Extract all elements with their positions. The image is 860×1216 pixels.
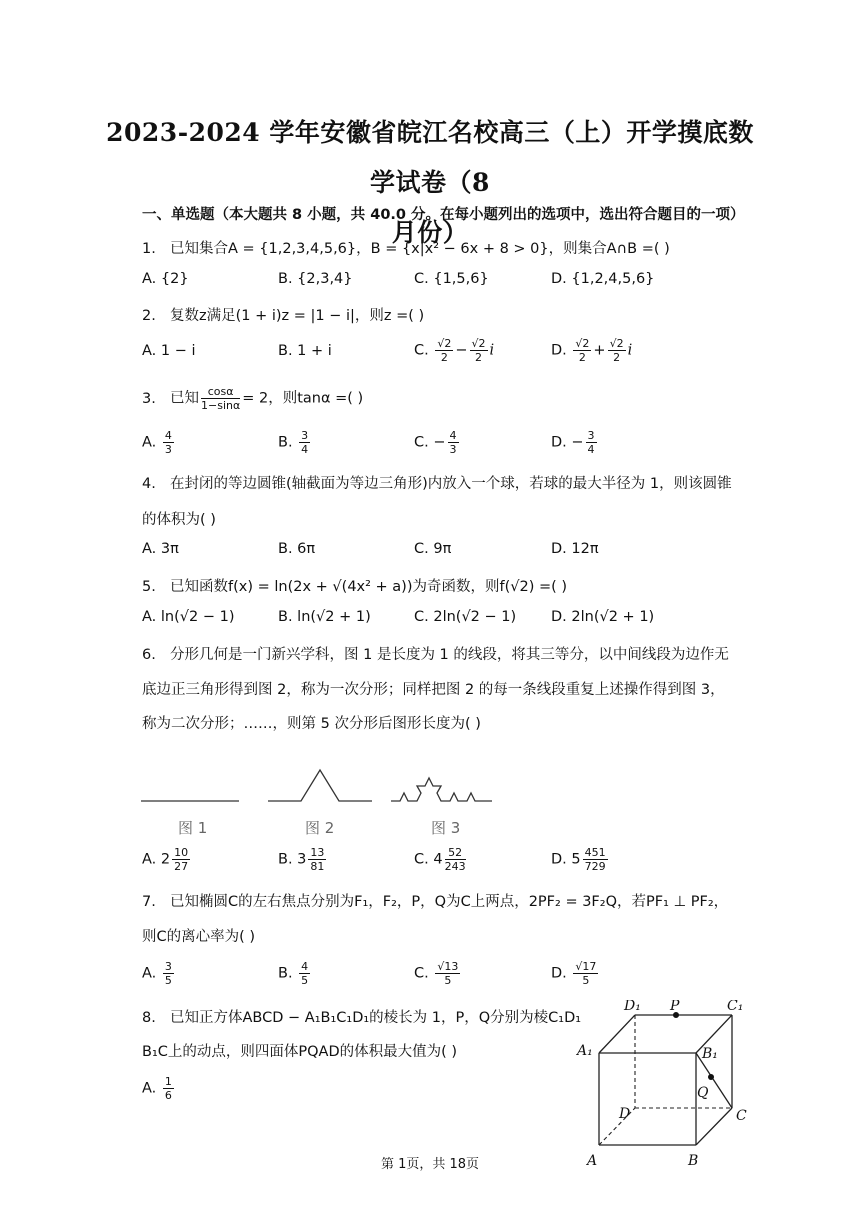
option-letter: A. 2 <box>142 851 171 868</box>
exam-title <box>95 108 765 258</box>
q6-option-d <box>551 846 610 873</box>
frac-num: √13 <box>437 960 459 973</box>
fig-label-2: 图 2 <box>305 819 335 837</box>
question-3 <box>142 385 363 412</box>
label-b1: B₁ <box>702 1046 718 1062</box>
question-number: 1. <box>142 241 156 257</box>
question-stem: 已知正方体ABCD − A₁B₁C₁D₁的棱长为 1，P，Q分别为棱C₁D₁ <box>170 1010 582 1026</box>
label-c1: C₁ <box>727 1000 744 1014</box>
q5-option-b: B. ln(√2 + 1) <box>278 609 371 625</box>
option-letter: B. <box>278 434 293 451</box>
label-q: Q <box>697 1085 709 1101</box>
q4-option-b: B. 6π <box>278 541 316 557</box>
q6-option-a <box>142 846 192 873</box>
frac-den: 5 <box>301 974 309 987</box>
option-letter: A. <box>142 434 157 451</box>
stem-pre: 已知 <box>170 390 199 407</box>
question-number: 4. <box>142 476 156 492</box>
option-letter: C. <box>414 965 429 982</box>
q7-option-a <box>142 960 176 987</box>
page-footer: 第 1页，共 18页 <box>380 1157 480 1172</box>
option-letter: B. 3 <box>278 851 307 868</box>
option-letter: B. <box>278 965 293 982</box>
frac-num: 10 <box>174 846 189 859</box>
q1-option-b: B. {2,3,4} <box>278 271 353 287</box>
question-number: 5. <box>142 579 156 595</box>
frac-den: 1−sinα <box>201 399 241 412</box>
q5-option-d: D. 2ln(√2 + 1) <box>551 609 655 625</box>
question-4 <box>142 472 732 493</box>
fractal-figures <box>138 760 498 810</box>
fig-label-3: 图 3 <box>431 819 461 837</box>
question-6-line-3: 称为二次分形；……，则第 5 次分形后图形长度为( ) <box>142 716 481 732</box>
frac-den: 243 <box>444 860 466 873</box>
question-number: 8. <box>142 1010 156 1026</box>
q3-option-d: D. − $\frac{3}{4}$ <box>551 429 595 456</box>
question-7 <box>142 890 728 911</box>
title-line-1: 2023-2024 学年安徽省皖江名校高三（上）开学摸底数学试卷（8 <box>106 118 754 197</box>
q2-option-c: C. $\frac{√2}{2}$ − $\frac{√2}{2}$ i <box>414 337 495 364</box>
q3-option-a: A. $\frac{4}{3}$ <box>142 429 172 456</box>
frac-num: 1 <box>164 1075 172 1088</box>
frac-den: 81 <box>310 860 325 873</box>
frac-num: 451 <box>584 846 606 859</box>
label-d: D <box>619 1106 631 1122</box>
stem-fraction <box>201 385 240 412</box>
point-q <box>708 1074 714 1080</box>
question-4-line-2: 的体积为( ) <box>142 512 216 528</box>
question-number: 3. <box>142 390 156 407</box>
fractal-figure-2 <box>268 770 372 801</box>
frac-num: cosα <box>201 385 240 399</box>
option-letter: D. 5 <box>551 851 581 868</box>
question-number: 7. <box>142 894 156 910</box>
frac-num: 3 <box>164 960 172 973</box>
label-a1: A₁ <box>577 1043 593 1059</box>
q4-option-d: D. 12π <box>551 541 599 557</box>
option-letter: C. 4 <box>414 851 443 868</box>
question-stem: 已知集合A = {1,2,3,4,5,6}，B = {x|x² − 6x + 8 > 0}，则集合A∩B =( ) <box>170 241 670 257</box>
q2-option-a: A. 1 − i <box>142 343 196 359</box>
fractal-figure-3 <box>391 778 492 801</box>
label-p: P <box>670 1000 680 1014</box>
frac-den: 27 <box>174 860 189 873</box>
title-line-2: 月份） <box>391 218 469 247</box>
option-letter: A. <box>142 1080 157 1097</box>
cube-figure <box>572 1000 772 1172</box>
frac-num: √17 <box>575 960 597 973</box>
q6-option-b <box>278 846 328 873</box>
option-letter: D. − <box>551 434 584 451</box>
frac-den: 5 <box>582 974 590 987</box>
q8-option-a <box>142 1075 176 1102</box>
option-letter: D. <box>551 965 567 982</box>
q7-option-d <box>551 960 600 987</box>
option-letter: C. − <box>414 434 446 451</box>
q3-option-c: C. − $\frac{4}{3}$ <box>414 429 457 456</box>
question-2 <box>142 304 424 325</box>
label-b: B <box>688 1153 699 1169</box>
question-stem: 在封闭的等边圆锥(轴截面为等边三角形)内放入一个球，若球的最大半径为 1，则该圆锥 <box>170 476 732 492</box>
q5-option-a: A. ln(√2 − 1) <box>142 609 235 625</box>
q1-option-d: D. {1,2,4,5,6} <box>551 271 655 287</box>
question-stem: 分形几何是一门新兴学科，图 1 是长度为 1 的线段，将其三等分，以中间线段为边作无 <box>170 647 729 663</box>
section-heading: 一、单选题（本大题共 8 小题，共 40.0 分。在每小题列出的选项中，选出符合题目的一项） <box>142 207 745 223</box>
question-7-line-2: 则C的离心率为( ) <box>142 929 256 945</box>
frac-den: 6 <box>164 1089 172 1102</box>
stem-post: = 2，则tanα =( ) <box>242 390 364 407</box>
question-5 <box>142 575 567 596</box>
fig-label-1: 图 1 <box>178 819 208 837</box>
question-number: 2. <box>142 308 156 324</box>
frac-den: 729 <box>584 860 606 873</box>
option-letter: C. <box>414 342 429 359</box>
question-stem: 已知函数f(x) = ln(2x + √(4x² + a))为奇函数，则f(√2) =( ) <box>170 579 568 595</box>
question-8 <box>142 1006 581 1027</box>
label-a: A <box>587 1153 598 1169</box>
q2-option-b: B. 1 + i <box>278 343 332 359</box>
question-number: 6. <box>142 647 156 663</box>
question-1 <box>142 237 670 258</box>
question-8-line-2: B₁C上的动点，则四面体PQAD的体积最大值为( ) <box>142 1044 458 1060</box>
q1-option-a: A. {2} <box>142 271 189 287</box>
q7-option-c <box>414 960 462 987</box>
frac-den: 5 <box>444 974 452 987</box>
option-letter: D. <box>551 342 567 359</box>
frac-num: 13 <box>310 846 325 859</box>
question-6-line-2: 底边正三角形得到图 2，称为一次分形；同样把图 2 的每一条线段重复上述操作得到图 3， <box>142 682 725 698</box>
frac-den: 5 <box>164 974 172 987</box>
q6-option-c <box>414 846 468 873</box>
question-6 <box>142 643 729 664</box>
q5-option-c: C. 2ln(√2 − 1) <box>414 609 517 625</box>
q2-option-d: D. $\frac{√2}{2}$ + $\frac{√2}{2}$ i <box>551 337 633 364</box>
frac-num: 52 <box>445 846 466 860</box>
q3-option-b: B. $\frac{3}{4}$ <box>278 429 309 456</box>
option-letter: A. <box>142 965 157 982</box>
label-d1: D₁ <box>624 1000 641 1014</box>
frac-num: 4 <box>301 960 309 973</box>
question-stem: 已知椭圆C的左右焦点分别为F₁，F₂，P，Q为C上两点，2PF₂ = 3F₂Q，若PF₁ ⊥ PF₂， <box>170 894 729 910</box>
question-stem: 复数z满足(1 + i)z = |1 − i|，则z =( ) <box>170 308 425 324</box>
label-c: C <box>736 1108 747 1124</box>
q1-option-c: C. {1,5,6} <box>414 271 489 287</box>
q7-option-b <box>278 960 312 987</box>
q4-option-a: A. 3π <box>142 541 179 557</box>
q4-option-c: C. 9π <box>414 541 452 557</box>
